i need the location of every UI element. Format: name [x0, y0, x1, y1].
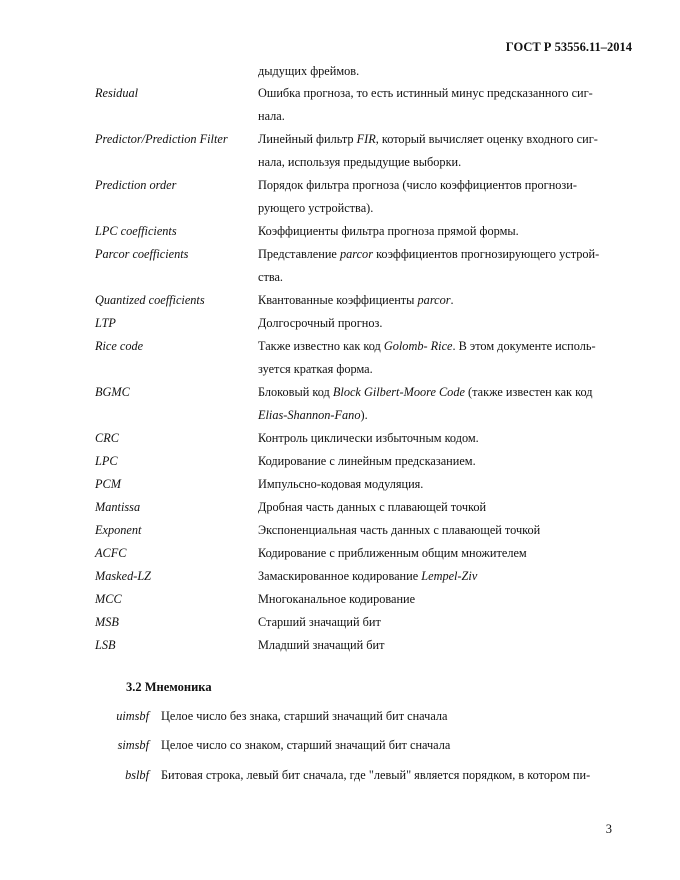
- mnemonic-abbr: uimsbf: [116, 709, 149, 723]
- term-row: [95, 519, 640, 542]
- mnemonic-row: [95, 706, 631, 726]
- page-number: 3: [605, 822, 612, 836]
- term-definition: Квантованные коэффициенты parcor.: [258, 293, 454, 307]
- term-name: LPC coefficients: [95, 224, 177, 238]
- term-definition: Линейный фильтр FIR, который вычисляет оценку входного сиг- нала, используя предыдущие выборки.: [258, 132, 598, 169]
- term-row: [95, 220, 640, 243]
- section-title: 3.2 Мнемоника: [126, 680, 212, 694]
- term-name: Quantized coefficients: [95, 293, 205, 307]
- term-name: PCM: [95, 477, 121, 491]
- term-definition: Долгосрочный прогноз.: [258, 316, 383, 330]
- term-name: LPC: [95, 454, 118, 468]
- term-row: [95, 588, 640, 611]
- term-row: [95, 128, 640, 174]
- term-definition: Старший значащий бит: [258, 615, 381, 629]
- term-name: Masked-LZ: [95, 569, 152, 583]
- term-name: Parcor coefficients: [95, 247, 189, 261]
- term-name: CRC: [95, 431, 119, 445]
- term-row: [95, 312, 640, 335]
- mnemonic-row: [95, 735, 631, 755]
- term-name: Mantissa: [95, 500, 141, 514]
- term-row: [95, 450, 640, 473]
- mnemonic-text: Битовая строка, левый бит сначала, где "левый" является порядком, в котором пи-: [161, 768, 591, 782]
- term-definition: Также известно как код Golomb- Rice. В этом документе исполь- зуется краткая форма.: [258, 339, 596, 376]
- term-name: Residual: [95, 86, 139, 100]
- term-definition: Блоковый код Block Gilbert-Moore Code (также известен как код Elias-Shannon-Fano).: [258, 385, 593, 422]
- mnemonic-abbr: simsbf: [117, 738, 149, 752]
- term-row: [95, 427, 640, 450]
- term-row: [95, 611, 640, 634]
- term-name: Exponent: [95, 523, 142, 537]
- term-row: [95, 473, 640, 496]
- term-name: MSB: [95, 615, 119, 629]
- term-definition: Замаскированное кодирование Lempel-Ziv: [258, 569, 478, 583]
- term-definition: Кодирование с линейным предсказанием.: [258, 454, 476, 468]
- term-row: [95, 381, 640, 427]
- term-name: LTP: [95, 316, 116, 330]
- mnemonic-text: Целое число со знаком, старший значащий бит сначала: [161, 738, 451, 752]
- term-definition: Дробная часть данных с плавающей точкой: [258, 500, 487, 514]
- mnemonic-text: Целое число без знака, старший значащий бит сначала: [161, 709, 448, 723]
- term-definition: Представление parcor коэффициентов прогнозирующего устрой- ства.: [258, 247, 600, 284]
- mnemonic-row: [95, 765, 631, 785]
- term-row: [95, 565, 640, 588]
- term-definition: Коэффициенты фильтра прогноза прямой формы.: [258, 224, 519, 238]
- term-name: MCC: [95, 592, 122, 606]
- term-row: [95, 289, 640, 312]
- term-row: [95, 174, 640, 220]
- term-definition: Многоканальное кодирование: [258, 592, 416, 606]
- term-row: [95, 335, 640, 381]
- term-name: BGMC: [95, 385, 130, 399]
- term-definition: Импульсно-кодовая модуляция.: [258, 477, 424, 491]
- term-name: Predictor/Prediction Filter: [95, 132, 228, 146]
- term-definition: Ошибка прогноза, то есть истинный минус предсказанного сиг- нала.: [258, 86, 593, 123]
- term-row: [95, 496, 640, 519]
- term-name: LSB: [95, 638, 116, 652]
- term-name: ACFC: [95, 546, 127, 560]
- term-name: Rice code: [95, 339, 144, 353]
- terms-list: [95, 82, 640, 657]
- continuation-text: дыдущих фреймов.: [258, 64, 360, 78]
- term-definition: Порядок фильтра прогноза (число коэффициентов прогнози- рующего устройства).: [258, 178, 577, 215]
- document-code: ГОСТ Р 53556.11–2014: [505, 40, 632, 54]
- term-definition: Младший значащий бит: [258, 638, 385, 652]
- term-definition: Кодирование с приближенным общим множителем: [258, 546, 527, 560]
- term-name: Prediction order: [95, 178, 177, 192]
- term-row: [95, 634, 640, 657]
- term-row: [95, 542, 640, 565]
- term-row: [95, 82, 640, 128]
- mnemonic-abbr: bslbf: [125, 768, 149, 782]
- term-definition: Контроль циклически избыточным кодом.: [258, 431, 479, 445]
- term-definition: Экспоненциальная часть данных с плавающей точкой: [258, 523, 541, 537]
- term-row: [95, 243, 640, 289]
